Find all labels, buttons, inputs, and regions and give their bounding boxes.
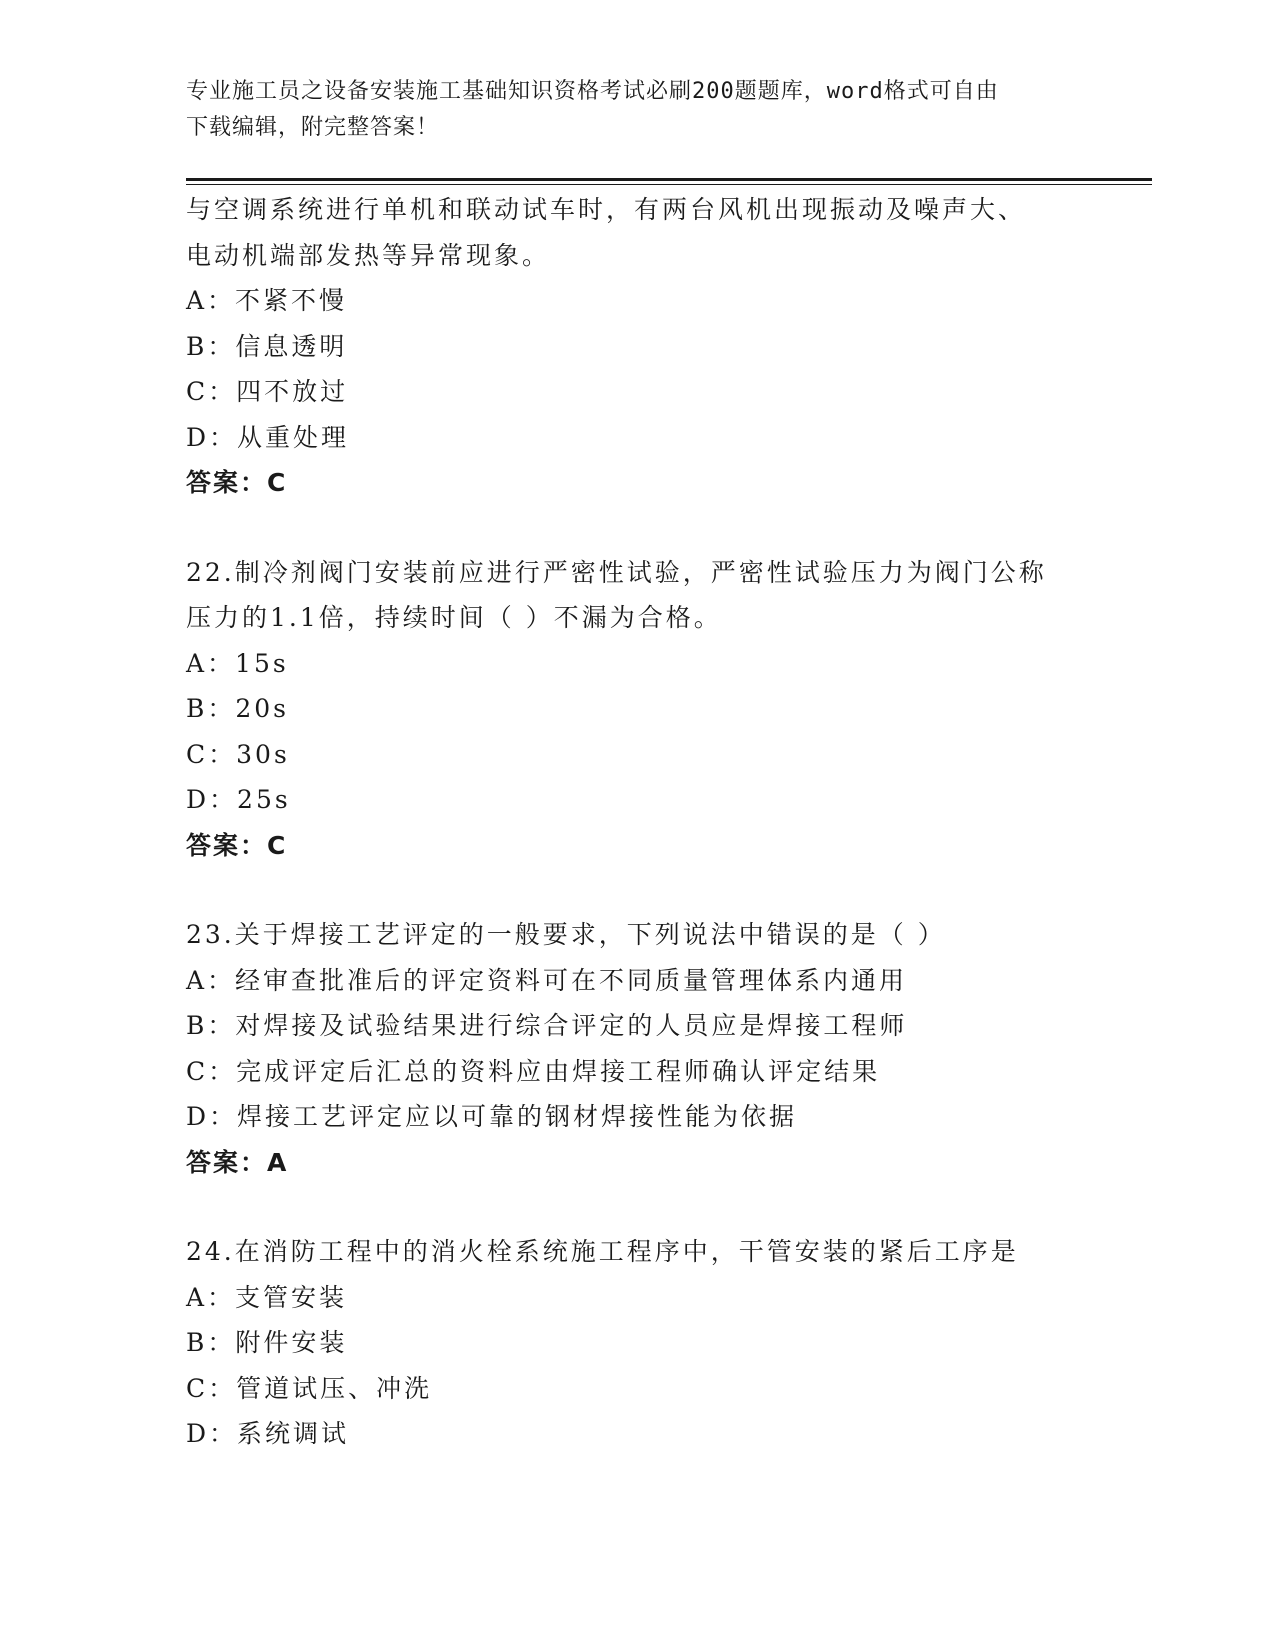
option-a: A：15s	[186, 648, 289, 678]
option-c: C：完成评定后汇总的资料应由焊接工程师确认评定结果	[186, 1056, 881, 1086]
option-d: D：焊接工艺评定应以可靠的钢材焊接性能为依据	[186, 1102, 798, 1131]
answer-label: 答案：C	[186, 830, 288, 860]
question-24	[186, 1229, 1086, 1457]
option-d: D：系统调试	[186, 1419, 350, 1448]
question-stem: 24.在消防工程中的消火栓系统施工程序中，干管安装的紧后工序是	[186, 1237, 1019, 1266]
question-stem: 22.制冷剂阀门安装前应进行严密性试验，严密性试验压力为阀门公称	[186, 557, 1047, 587]
option-d: D：25s	[186, 785, 291, 814]
header-line-1: 专业施工员之设备安装施工基础知识资格考试必刷200题题库，word格式可自由	[186, 79, 999, 104]
answer-label: 答案：A	[186, 1147, 289, 1177]
question-stem: 压力的1.1倍，持续时间（ ）不漏为合格。	[186, 603, 722, 632]
document-header	[186, 74, 1066, 146]
question-stem: 电动机端部发热等异常现象。	[186, 240, 551, 270]
header-divider-thick	[186, 178, 1152, 181]
option-a: A：不紧不慢	[186, 286, 348, 315]
answer-label: 答案：C	[186, 468, 288, 497]
option-d: D：从重处理	[186, 422, 350, 452]
option-b: B：附件安装	[186, 1328, 348, 1357]
option-c: C：管道试压、冲洗	[186, 1373, 433, 1403]
question-stem: 与空调系统进行单机和联动试车时，有两台风机出现振动及噪声大、	[186, 195, 1027, 224]
question-23	[186, 912, 1086, 1185]
option-c: C：30s	[186, 739, 290, 769]
header-line-2: 下载编辑，附完整答案！	[186, 115, 440, 140]
option-b: B：对焊接及试验结果进行综合评定的人员应是焊接工程师	[186, 1011, 908, 1040]
option-b: B：信息透明	[186, 331, 348, 361]
option-a: A：经审查批准后的评定资料可在不同质量管理体系内通用	[186, 965, 908, 995]
question-gap	[186, 868, 1086, 912]
header-divider-thin	[186, 184, 1152, 185]
question-gap	[186, 1185, 1086, 1229]
option-b: B：20s	[186, 694, 290, 723]
question-stem: 23.关于焊接工艺评定的一般要求，下列说法中错误的是（ ）	[186, 920, 946, 949]
option-a: A：支管安装	[186, 1282, 348, 1312]
question-21	[186, 187, 1086, 506]
option-c: C：四不放过	[186, 377, 349, 406]
question-22	[186, 550, 1086, 869]
question-list	[186, 187, 1086, 1457]
question-gap	[186, 506, 1086, 550]
